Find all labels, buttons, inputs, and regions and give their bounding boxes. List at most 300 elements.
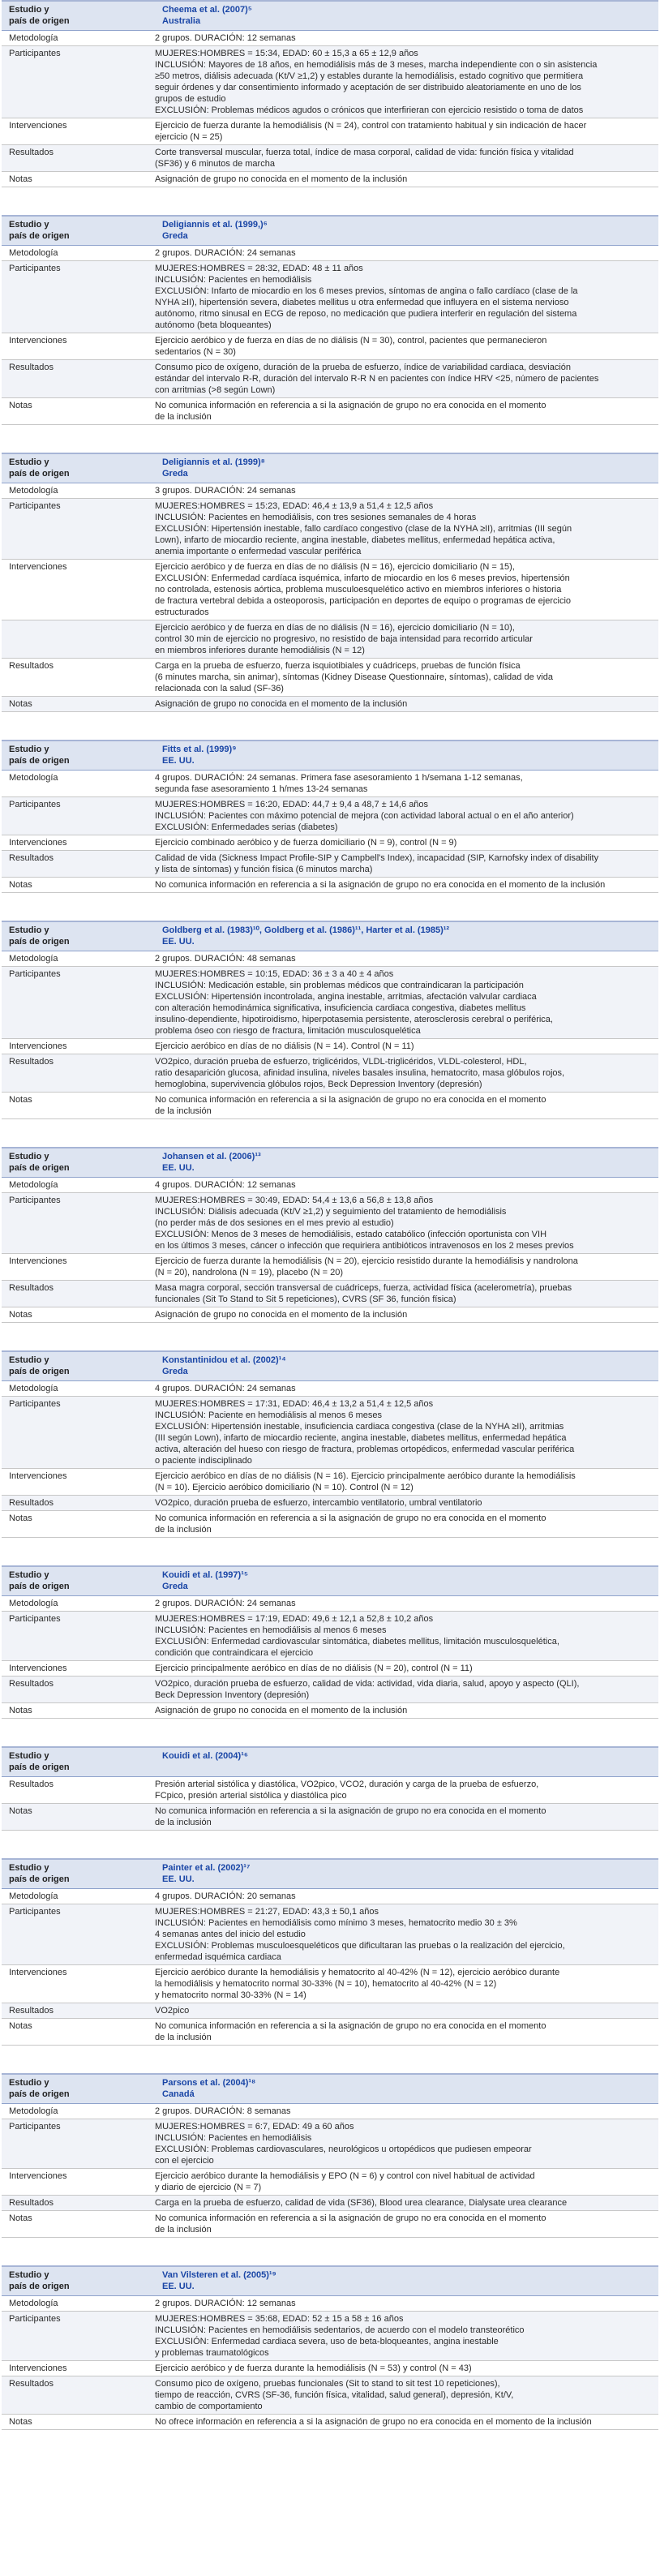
value-line: VO2pico, duración prueba de esfuerzo, intercambio ventilatorio, umbral ventilatorio bbox=[155, 1498, 482, 1508]
row-participants bbox=[2, 2119, 658, 2169]
row-participants bbox=[2, 2312, 658, 2361]
header-label-line: Estudio y bbox=[9, 925, 49, 935]
row-label: Participantes bbox=[9, 969, 61, 979]
value-line: seguir órdenes y dar consentimiento informado y aceptación de ser distribuido aleatoriamente en uno de los bbox=[155, 83, 581, 92]
value-line: en los últimos 3 meses, cáncer o infección que requiriera antibióticos intravenosos en los 2 meses previos bbox=[155, 1241, 574, 1251]
study-citation bbox=[160, 1862, 658, 1885]
value-line: (6 minutes marcha, sin animar), síntomas (Kidney Disease Questionnaire, síntomas), calidad de vida bbox=[155, 672, 553, 682]
row-label: Participantes bbox=[9, 800, 61, 809]
value-line: EXCLUSIÓN: Enfermedad cardiovascular sintomática, diabetes mellitus, limitación musculosquelética, bbox=[155, 1637, 559, 1646]
header-label-line: Estudio y bbox=[9, 745, 49, 754]
row-participants bbox=[2, 1612, 658, 1661]
row-label: Intervenciones bbox=[9, 2363, 67, 2373]
row-label: Notas bbox=[9, 1706, 32, 1715]
row-value bbox=[152, 499, 658, 559]
row-value bbox=[152, 1381, 658, 1396]
row-label: Resultados bbox=[9, 363, 54, 372]
value-line: y problemas traumatológicos bbox=[155, 2348, 269, 2358]
row-label: Participantes bbox=[9, 2314, 61, 2324]
study-citation bbox=[160, 2077, 658, 2100]
row-value bbox=[152, 31, 658, 45]
row-label: Participantes bbox=[9, 501, 61, 511]
value-line: Ejercicio aeróbico en días de no diálisis (N = 14). Control (N = 11) bbox=[155, 1041, 414, 1051]
study-title: Kouidi et al. (1997)¹⁵ bbox=[162, 1570, 249, 1580]
study-block bbox=[2, 1147, 658, 1323]
row-value bbox=[152, 620, 658, 658]
row-notes bbox=[2, 1307, 658, 1323]
study-citation bbox=[160, 457, 658, 479]
row-value bbox=[152, 2104, 658, 2119]
header-label bbox=[2, 2269, 160, 2292]
value-line: VO2pico, duración prueba de esfuerzo, calidad de vida: actividad, vida diaria, salud, apoyo y aspecto (QLI), bbox=[155, 1679, 580, 1689]
value-line: MUJERES:HOMBRES = 28:32, EDAD: 48 ± 11 años bbox=[155, 264, 363, 273]
value-line: 2 grupos. DURACIÓN: 24 semanas bbox=[155, 248, 296, 258]
header-label bbox=[2, 1750, 160, 1773]
value-line: INCLUSIÓN: Mayores de 18 años, en hemodiálisis más de 3 meses, marcha independiente con o sin asistencia bbox=[155, 60, 598, 70]
row-value bbox=[152, 560, 658, 620]
row-value bbox=[152, 1397, 658, 1468]
value-line: No ofrece información en referencia a si la asignación de grupo no era conocida en el momento de la inclusión bbox=[155, 2417, 592, 2427]
value-line: la hemodiálisis y hematocrito normal 30-33% (N = 10), hematocrito al 40-42% (N = 12) bbox=[155, 1979, 497, 1989]
header-label-line: país de origen bbox=[9, 2089, 70, 2099]
row-label: Resultados bbox=[9, 1780, 54, 1789]
value-line: 4 grupos. DURACIÓN: 24 semanas. Primera fase asesoramiento 1 h/semana 1-12 semanas, bbox=[155, 773, 523, 783]
row-label: Metodología bbox=[9, 248, 58, 258]
value-line: Asignación de grupo no conocida en el momento de la inclusión bbox=[155, 1706, 408, 1715]
value-line: hemoglobina, supervivencia glóbulos rojos, Beck Depression Inventory (depresión) bbox=[155, 1080, 482, 1089]
row-label: Resultados bbox=[9, 2379, 54, 2389]
value-line: y hematocrito normal 30-33% (N = 14) bbox=[155, 1990, 306, 2000]
row-label: Notas bbox=[9, 174, 32, 184]
value-line: de la inclusión bbox=[155, 1525, 212, 1535]
study-title: Goldberg et al. (1983)¹⁰, Goldberg et al. (1986)¹¹, Harter et al. (1985)¹² bbox=[162, 925, 450, 935]
header-label-line: Estudio y bbox=[9, 5, 49, 15]
study-country: Greda bbox=[162, 231, 188, 241]
header-label-line: país de origen bbox=[9, 1367, 70, 1376]
row-value bbox=[152, 2312, 658, 2360]
row-value bbox=[152, 2211, 658, 2237]
header-label bbox=[2, 1151, 160, 1174]
study-title: Parsons et al. (2004)¹⁸ bbox=[162, 2078, 256, 2088]
row-value bbox=[152, 2196, 658, 2210]
study-country: EE. UU. bbox=[162, 937, 195, 947]
value-line: EXCLUSIÓN: Enfermedad cardíaca isquémica, infarto de miocardio en los 6 meses previos, hipertensión bbox=[155, 573, 570, 583]
value-line: segunda fase asesoramiento 1 h/mes 13-24 semanas bbox=[155, 784, 368, 794]
header-label-line: Estudio y bbox=[9, 1152, 49, 1161]
value-line: 3 grupos. DURACIÓN: 24 semanas bbox=[155, 486, 296, 496]
row-label: Notas bbox=[9, 1310, 32, 1320]
row-label: Metodología bbox=[9, 773, 58, 783]
row-label: Metodología bbox=[9, 1384, 58, 1393]
value-line: EXCLUSIÓN: Problemas cardiovasculares, neurológicos u ortopédicos que pudiesen empeorar bbox=[155, 2145, 532, 2154]
row-value bbox=[152, 967, 658, 1038]
row-value bbox=[152, 1777, 658, 1803]
study-block bbox=[2, 1565, 658, 1719]
row-value bbox=[152, 483, 658, 498]
value-line: anemia importante o enfermedad vascular periférica bbox=[155, 547, 362, 556]
value-line: Ejercicio principalmente aeróbico en días de no diálisis (N = 20), control (N = 11) bbox=[155, 1664, 473, 1673]
row-methodology bbox=[2, 2104, 658, 2119]
value-line: control 30 min de ejercicio no progresivo, no resistido de baja intensidad para recorrido articular bbox=[155, 634, 533, 644]
value-line: INCLUSIÓN: Pacientes en hemodiálisis, con tres sesiones semanales de 4 horas bbox=[155, 513, 477, 522]
header-label-line: Estudio y bbox=[9, 1751, 49, 1761]
study-block bbox=[2, 740, 658, 893]
row-label: Participantes bbox=[9, 264, 61, 273]
row-value bbox=[152, 2019, 658, 2045]
value-line: MUJERES:HOMBRES = 6:7, EDAD: 49 a 60 años bbox=[155, 2122, 354, 2132]
row-value bbox=[152, 1054, 658, 1092]
value-line: Ejercicio de fuerza durante la hemodiálisis (N = 20), ejercicio resistido durante la hemodiálisis y nandrolona bbox=[155, 1256, 578, 1266]
value-line: problema óseo con riesgo de fractura, limitación musculosquelética bbox=[155, 1026, 421, 1036]
value-line: insulino-dependiente, hipotiroidismo, hiperpotasemia persistente, aterosclerosis cerebral o periférica, bbox=[155, 1015, 553, 1024]
row-value bbox=[152, 878, 658, 892]
row-value bbox=[152, 1596, 658, 1611]
studies-table bbox=[2, 0, 658, 2430]
value-line: Presión arterial sistólica y diastólica, VO2pico, VCO2, duración y carga de la prueba de esfuerzo, bbox=[155, 1780, 539, 1789]
value-line: de la inclusión bbox=[155, 2225, 212, 2235]
header-label bbox=[2, 925, 160, 947]
value-line: No comunica información en referencia a si la asignación de grupo no era conocida en el momento bbox=[155, 1095, 546, 1105]
row-label: Resultados bbox=[9, 1679, 54, 1689]
row-value bbox=[152, 360, 658, 397]
value-line: Calidad de vida (Sickness Impact Profile-SIP y Campbell's Index), incapacidad (SIP, Karnofsky index of disability bbox=[155, 853, 599, 863]
value-line: INCLUSIÓN: Paciente en hemodiálisis al menos 6 meses bbox=[155, 1410, 383, 1420]
row-value bbox=[152, 1661, 658, 1676]
row-value bbox=[152, 1254, 658, 1280]
row-participants bbox=[2, 499, 658, 560]
row-label: Participantes bbox=[9, 1196, 61, 1205]
row-interventions bbox=[2, 1039, 658, 1054]
row-label: Resultados bbox=[9, 148, 54, 157]
header-label bbox=[2, 457, 160, 479]
value-line: y lista de síntomas) y función física (6 minutos marcha) bbox=[155, 865, 373, 874]
value-line: Consumo pico de oxígeno, pruebas funcionales (Sit to stand to sit test 10 repeticiones), bbox=[155, 2379, 500, 2389]
study-country: Australia bbox=[162, 16, 201, 26]
row-label: Notas bbox=[9, 2021, 32, 2031]
row-value bbox=[152, 1804, 658, 1830]
header-label-line: Estudio y bbox=[9, 457, 49, 467]
row-notes bbox=[2, 697, 658, 712]
row-methodology bbox=[2, 1889, 658, 1904]
row-value bbox=[152, 246, 658, 260]
value-line: EXCLUSIÓN: Problemas musculoesqueléticos que dificultaran las pruebas o la realización del ejercicio, bbox=[155, 1941, 565, 1951]
value-line: con el ejercicio bbox=[155, 2156, 214, 2166]
row-label: Metodología bbox=[9, 2106, 58, 2116]
study-block bbox=[2, 1858, 658, 2046]
value-line: estructurados bbox=[155, 608, 209, 617]
row-value bbox=[152, 1193, 658, 1253]
value-line: no controlada, estenosis aórtica, problema musculoesquelético activo en miembros inferiores o historia bbox=[155, 585, 562, 595]
study-citation bbox=[160, 1355, 658, 1377]
row-label: Resultados bbox=[9, 1283, 54, 1293]
value-line: 2 grupos. DURACIÓN: 48 semanas bbox=[155, 954, 296, 964]
row-value bbox=[152, 797, 658, 835]
value-line: enfermedad isquémica cardiaca bbox=[155, 1952, 281, 1962]
value-line: Beck Depression Inventory (depresión) bbox=[155, 1690, 310, 1700]
row-value bbox=[152, 118, 658, 144]
study-title: Fitts et al. (1999)⁹ bbox=[162, 745, 237, 754]
value-line: ejercicio (N = 25) bbox=[155, 132, 223, 142]
value-line: Ejercicio aeróbico durante la hemodiálisis y hematocrito al 40-42% (N = 12), ejercicio aeróbico durante bbox=[155, 1968, 560, 1977]
row-label: Notas bbox=[9, 880, 32, 890]
row-label: Participantes bbox=[9, 1614, 61, 1624]
row-label: Participantes bbox=[9, 49, 61, 58]
value-line: 4 semanas antes del inicio del estudio bbox=[155, 1930, 306, 1939]
value-line: autónomo, ritmo sinusal en ECG de reposo, no medicación que pudiera interferir en regulación del sistema bbox=[155, 309, 577, 319]
study-title: Van Vilsteren et al. (2005)¹⁹ bbox=[162, 2270, 276, 2280]
row-results bbox=[2, 1054, 658, 1093]
value-line: estándar del intervalo R-R, duración del intervalo R-R N en pacientes con índice HRV <25, número de pacientes bbox=[155, 374, 599, 384]
row-interventions bbox=[2, 1469, 658, 1496]
value-line: funcionales (Sit To Stand to Sit 5 repeticiones), CVRS (SF 36, función física) bbox=[155, 1294, 456, 1304]
value-line: con arritmias (>8 según Lown) bbox=[155, 385, 276, 395]
header-label bbox=[2, 1569, 160, 1592]
row-value bbox=[152, 771, 658, 796]
study-title: Konstantinidou et al. (2002)¹⁴ bbox=[162, 1355, 286, 1365]
row-label: Participantes bbox=[9, 1907, 61, 1917]
row-results bbox=[2, 1281, 658, 1307]
row-interventions bbox=[2, 1661, 658, 1677]
row-label: Resultados bbox=[9, 1498, 54, 1508]
row-methodology bbox=[2, 1596, 658, 1612]
header-label bbox=[2, 4, 160, 27]
value-line: Carga en la prueba de esfuerzo, calidad de vida (SF36), Blood urea clearance, Dialysate urea clearance bbox=[155, 2198, 568, 2208]
row-label: Metodología bbox=[9, 33, 58, 43]
study-header bbox=[2, 741, 658, 771]
study-title: Kouidi et al. (2004)¹⁶ bbox=[162, 1751, 248, 1761]
header-label bbox=[2, 2077, 160, 2100]
row-participants bbox=[2, 967, 658, 1039]
value-line: Consumo pico de oxígeno, duración de la prueba de esfuerzo, índice de variabilidad cardiaca, desviación bbox=[155, 363, 572, 372]
row-participants bbox=[2, 1904, 658, 1965]
row-label: Metodología bbox=[9, 954, 58, 964]
row-participants bbox=[2, 797, 658, 835]
row-value bbox=[152, 835, 658, 850]
study-citation bbox=[160, 1750, 658, 1773]
value-line: MUJERES:HOMBRES = 15:34, EDAD: 60 ± 15,3 a 65 ± 12,9 años bbox=[155, 49, 418, 58]
row-notes bbox=[2, 1093, 658, 1119]
value-line: de la inclusión bbox=[155, 1818, 212, 1827]
row-results bbox=[2, 145, 658, 172]
row-methodology bbox=[2, 771, 658, 797]
study-block bbox=[2, 1746, 658, 1831]
value-line: EXCLUSIÓN: Hipertensión inestable, insuficiencia cardiaca congestiva (clase de la NYHA ≥II), arritmias bbox=[155, 1422, 564, 1432]
value-line: ratio desaparición glucosa, afinidad insulina, niveles basales insulina, hematocrito, masa glóbulos rojos, bbox=[155, 1068, 565, 1078]
study-block bbox=[2, 453, 658, 712]
value-line: MUJERES:HOMBRES = 15:23, EDAD: 46,4 ± 13,9 a 51,4 ± 12,5 años bbox=[155, 501, 434, 511]
value-line: 4 grupos. DURACIÓN: 24 semanas bbox=[155, 1384, 296, 1393]
row-value bbox=[152, 1093, 658, 1118]
row-results bbox=[2, 2003, 658, 2019]
row-value bbox=[152, 1904, 658, 1964]
row-interventions bbox=[2, 118, 658, 145]
row-label: Intervenciones bbox=[9, 336, 67, 346]
row-value bbox=[152, 1178, 658, 1192]
row-value bbox=[152, 1496, 658, 1510]
value-line: INCLUSIÓN: Pacientes en hemodiálisis al menos 6 meses bbox=[155, 1625, 387, 1635]
value-line: condición que contraindicara el ejercicio bbox=[155, 1648, 314, 1658]
value-line: Ejercicio combinado aeróbico y de fuerza domiciliario (N = 9), control (N = 9) bbox=[155, 838, 457, 848]
row-participants bbox=[2, 46, 658, 118]
study-header bbox=[2, 1748, 658, 1777]
header-label bbox=[2, 1355, 160, 1377]
row-label: Resultados bbox=[9, 661, 54, 671]
row-label: Notas bbox=[9, 2417, 32, 2427]
row-results bbox=[2, 2196, 658, 2211]
row-value bbox=[152, 1469, 658, 1495]
value-line: No comunica información en referencia a si la asignación de grupo no era conocida en el momento de la inclusión bbox=[155, 880, 606, 890]
study-country: Greda bbox=[162, 1367, 188, 1376]
value-line: 2 grupos. DURACIÓN: 8 semanas bbox=[155, 2106, 291, 2116]
row-methodology bbox=[2, 1178, 658, 1193]
value-line: 2 grupos. DURACIÓN: 12 semanas bbox=[155, 33, 296, 43]
row-value bbox=[152, 145, 658, 171]
row-results bbox=[2, 1677, 658, 1703]
row-label: Intervenciones bbox=[9, 562, 67, 572]
row-interventions bbox=[2, 1254, 658, 1281]
row-label: Intervenciones bbox=[9, 1256, 67, 1266]
study-title: Painter et al. (2002)¹⁷ bbox=[162, 1863, 251, 1873]
value-line: (III según Lown), infarto de miocardio reciente, angina inestable, diabetes mellitus, enfermedad hepática bbox=[155, 1433, 567, 1443]
value-line: EXCLUSIÓN: Enfermedad cardiaca severa, uso de beta-bloqueantes, angina inestable bbox=[155, 2337, 499, 2346]
header-label-line: Estudio y bbox=[9, 1570, 49, 1580]
value-line: VO2pico, duración prueba de esfuerzo, triglicéridos, VLDL-triglicéridos, VLDL-colesterol, HDL, bbox=[155, 1057, 527, 1067]
value-line: No comunica información en referencia a si la asignación de grupo no era conocida en el momento bbox=[155, 1806, 546, 1816]
header-label bbox=[2, 1862, 160, 1885]
value-line: (N = 20), nandrolona (N = 19), placebo (N = 20) bbox=[155, 1268, 344, 1277]
row-notes bbox=[2, 1703, 658, 1719]
value-line: EXCLUSIÓN: Menos de 3 meses de hemodiálisis, estado catabólico (infección oportunista con VIH bbox=[155, 1230, 547, 1239]
value-line: INCLUSIÓN: Pacientes en hemodiálisis como mínimo 3 meses, hematocrito medio 30 ± 3% bbox=[155, 1918, 517, 1928]
row-methodology bbox=[2, 246, 658, 261]
value-line: MUJERES:HOMBRES = 10:15, EDAD: 36 ± 3 a 40 ± 4 años bbox=[155, 969, 394, 979]
row-label: Notas bbox=[9, 699, 32, 709]
header-label-line: país de origen bbox=[9, 1582, 70, 1591]
row-label: Metodología bbox=[9, 1180, 58, 1190]
study-title: Johansen et al. (2006)¹³ bbox=[162, 1152, 261, 1161]
value-line: INCLUSIÓN: Pacientes con máximo potencial de mejora (con actividad laboral actual o en el año anterior) bbox=[155, 811, 574, 821]
row-label: Participantes bbox=[9, 2122, 61, 2132]
header-label-line: país de origen bbox=[9, 2282, 70, 2291]
row-label: Metodología bbox=[9, 2299, 58, 2308]
row-label: Metodología bbox=[9, 486, 58, 496]
row-participants bbox=[2, 261, 658, 333]
study-block bbox=[2, 2073, 658, 2238]
row-interventions bbox=[2, 560, 658, 620]
row-notes bbox=[2, 1804, 658, 1831]
header-label-line: Estudio y bbox=[9, 1863, 49, 1873]
row-notes bbox=[2, 1511, 658, 1538]
value-line: de la inclusión bbox=[155, 412, 212, 422]
row-value bbox=[152, 172, 658, 187]
header-label-line: país de origen bbox=[9, 1163, 70, 1173]
row-label: Intervenciones bbox=[9, 1968, 67, 1977]
value-line: Ejercicio aeróbico y de fuerza durante la hemodiálisis (N = 53) y control (N = 43) bbox=[155, 2363, 472, 2373]
study-header bbox=[2, 1567, 658, 1596]
study-citation bbox=[160, 744, 658, 766]
row-interventions2 bbox=[2, 620, 658, 659]
value-line: INCLUSIÓN: Pacientes en hemodiálisis bbox=[155, 2133, 312, 2143]
row-methodology bbox=[2, 951, 658, 967]
study-header bbox=[2, 1148, 658, 1178]
study-country: EE. UU. bbox=[162, 1874, 195, 1884]
row-value bbox=[152, 697, 658, 711]
value-line: o paciente indisciplinado bbox=[155, 1456, 252, 1466]
value-line: de la inclusión bbox=[155, 1106, 212, 1116]
row-value bbox=[152, 2376, 658, 2414]
row-value bbox=[152, 851, 658, 877]
row-value bbox=[152, 1703, 658, 1718]
row-value bbox=[152, 2296, 658, 2311]
value-line: autónomo (beta bloqueantes) bbox=[155, 320, 272, 330]
value-line: con alteración hemodinámica significativa, insuficiencia cardiaca congestiva, diabetes mellitus bbox=[155, 1003, 526, 1013]
value-line: Lown), infarto de miocardio reciente, angina inestable, diabetes mellitus, enfermedad hepática activa, bbox=[155, 535, 555, 545]
value-line: Asignación de grupo no conocida en el momento de la inclusión bbox=[155, 174, 408, 184]
row-label: Intervenciones bbox=[9, 1041, 67, 1051]
value-line: NYHA ≥II), hipertensión severa, diabetes mellitus u otra enfermedad que influyera en el sistema nervioso bbox=[155, 298, 569, 307]
row-interventions bbox=[2, 333, 658, 360]
value-line: EXCLUSIÓN: Hipertensión inestable, fallo cardíaco congestivo (clase de la NYHA ≥II), arritmias (III según bbox=[155, 524, 572, 534]
row-value bbox=[152, 1307, 658, 1322]
value-line: INCLUSIÓN: Diálisis adecuada (Kt/V ≥1,2) y seguimiento del tratamiento de hemodiálisis bbox=[155, 1207, 507, 1217]
header-label-line: Estudio y bbox=[9, 2078, 49, 2088]
value-line: (no perder más de dos sesiones en el mes previo al estudio) bbox=[155, 1218, 394, 1228]
value-line: No comunica información en referencia a si la asignación de grupo no era conocida en el momento bbox=[155, 1513, 546, 1523]
row-label: Resultados bbox=[9, 2006, 54, 2016]
study-header bbox=[2, 1860, 658, 1889]
study-header bbox=[2, 2, 658, 31]
study-block bbox=[2, 2265, 658, 2430]
value-line: INCLUSIÓN: Medicación estable, sin problemas médicos que contraindicaran la participación bbox=[155, 981, 524, 990]
value-line: tiempo de reacción, CVRS (SF-36, función física, vitalidad, salud general), depresión, Kt/V, bbox=[155, 2390, 514, 2400]
row-value bbox=[152, 46, 658, 118]
study-citation bbox=[160, 2269, 658, 2292]
value-line: EXCLUSIÓN: Problemas médicos agudos o crónicos que interfirieran con ejercicio resistido o toma de datos bbox=[155, 105, 584, 115]
row-value bbox=[152, 2415, 658, 2429]
row-interventions bbox=[2, 2169, 658, 2196]
value-line: Asignación de grupo no conocida en el momento de la inclusión bbox=[155, 1310, 408, 1320]
header-label-line: país de origen bbox=[9, 937, 70, 947]
value-line: sedentarios (N = 30) bbox=[155, 347, 236, 357]
value-line: ≥50 metros, diálisis adecuada (Kt/V ≥1,2) y estables durante la hemodiálisis, estado cognitivo que permitiera bbox=[155, 71, 584, 81]
row-value bbox=[152, 951, 658, 966]
study-block bbox=[2, 215, 658, 425]
value-line: y diario de ejercicio (N = 7) bbox=[155, 2183, 262, 2192]
value-line: de la inclusión bbox=[155, 2033, 212, 2042]
row-notes bbox=[2, 2211, 658, 2238]
row-label: Intervenciones bbox=[9, 2171, 67, 2181]
row-label: Notas bbox=[9, 1806, 32, 1816]
value-line: Corte transversal muscular, fuerza total, índice de masa corporal, calidad de vida: función física y vitalidad bbox=[155, 148, 574, 157]
value-line: INCLUSIÓN: Pacientes en hemodiálisis sedentarios, de acuerdo con el modelo transteorético bbox=[155, 2325, 525, 2335]
study-citation bbox=[160, 1569, 658, 1592]
value-line: Ejercicio aeróbico en días de no diálisis (N = 16). Ejercicio principalmente aeróbico durante la hemodiálisis bbox=[155, 1471, 576, 1481]
row-value bbox=[152, 261, 658, 333]
row-results bbox=[2, 1496, 658, 1511]
study-block bbox=[2, 1350, 658, 1538]
study-country: Greda bbox=[162, 469, 188, 479]
row-label: Intervenciones bbox=[9, 838, 67, 848]
value-line: Ejercicio aeróbico y de fuerza en días de no diálisis (N = 30), control, pacientes que permanecieron bbox=[155, 336, 547, 346]
header-label bbox=[2, 219, 160, 242]
value-line: 2 grupos. DURACIÓN: 12 semanas bbox=[155, 2299, 296, 2308]
row-interventions bbox=[2, 835, 658, 851]
row-label: Resultados bbox=[9, 1057, 54, 1067]
row-value bbox=[152, 659, 658, 696]
row-value bbox=[152, 1889, 658, 1904]
row-interventions bbox=[2, 2361, 658, 2376]
header-label-line: país de origen bbox=[9, 469, 70, 479]
